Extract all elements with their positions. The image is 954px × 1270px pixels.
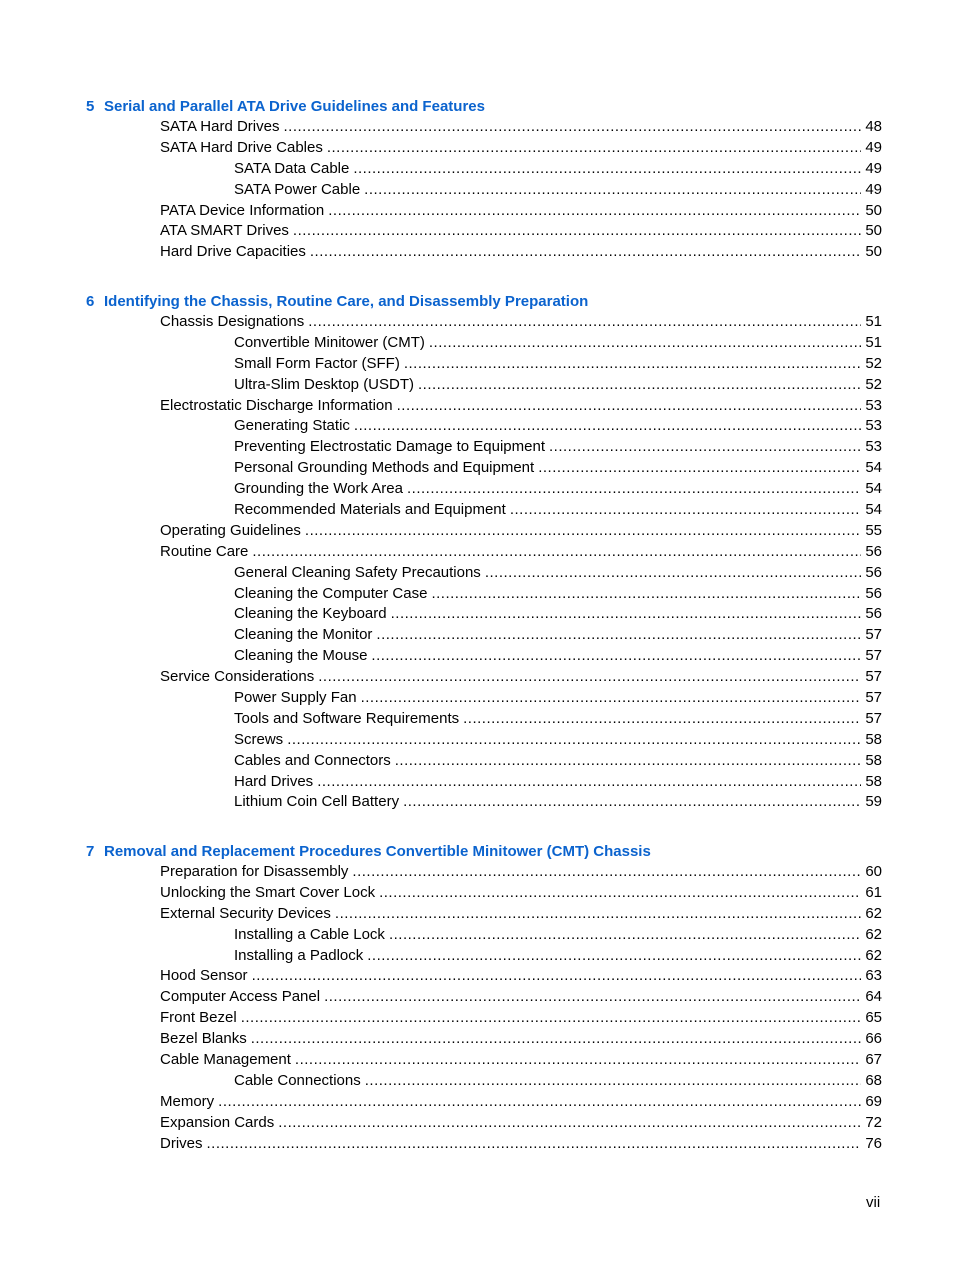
toc-subentry-link[interactable] [234,646,882,667]
toc-subentry-link[interactable] [234,730,882,751]
dot-leader [485,563,862,584]
dot-leader [365,1071,862,1092]
toc-subentry-link[interactable] [234,604,882,625]
toc-page-number: 59 [865,793,882,811]
toc-page-number: 57 [865,709,882,727]
toc-entry-label: Tools and Software Requirements [234,709,460,727]
dot-leader [295,1050,861,1071]
toc-entry-label: Cleaning the Mouse [234,647,368,665]
dot-leader [318,667,861,688]
toc-entry-label: Small Form Factor (SFF) [234,354,400,372]
toc-entry-link[interactable] [160,1029,882,1050]
toc-page-number: 51 [865,333,882,351]
toc-page-number: 53 [865,438,882,456]
toc-page-number: 56 [865,542,882,560]
toc-subentry-link[interactable] [234,925,882,946]
toc-entry-label: Cleaning the Monitor [234,626,373,644]
toc-page-number: 67 [865,1051,882,1069]
toc-entry-link[interactable] [160,904,882,925]
chapter-heading-link[interactable] [86,96,954,117]
toc-subentry-link[interactable] [234,437,882,458]
toc-entry-label: Cables and Connectors [234,751,391,769]
toc-subentry-link[interactable] [234,625,882,646]
toc-entry-link[interactable] [160,521,882,542]
toc-entry-link[interactable] [160,667,882,688]
toc-page-number: 58 [865,730,882,748]
toc-subentry-link[interactable] [234,792,882,813]
toc-page-number: 69 [865,1092,882,1110]
toc-subentry-link[interactable] [234,688,882,709]
toc-page-number: 57 [865,668,882,686]
toc-subentry-link[interactable] [234,458,882,479]
toc-entry-label: Personal Grounding Methods and Equipment [234,459,535,477]
dot-leader [549,437,861,458]
chapter-heading-link[interactable] [86,291,954,312]
toc-subentry-link[interactable] [234,416,882,437]
dot-leader [431,584,861,605]
toc-entry-label: Ultra-Slim Desktop (USDT) [234,375,415,393]
toc-entry-link[interactable] [160,242,882,263]
toc-page-number: 54 [865,459,882,477]
toc-entry-link[interactable] [160,312,882,333]
dot-leader [353,159,861,180]
dot-leader [252,966,862,987]
dot-leader [308,312,861,333]
toc-page-number: 54 [865,501,882,519]
toc-subentry-link[interactable] [234,751,882,772]
toc-entry-label: PATA Device Information [160,201,325,219]
toc-page-number: 62 [865,925,882,943]
toc-entry-list [0,117,954,263]
toc-page-number: 48 [865,118,882,135]
dot-leader [397,396,862,417]
toc-entry-link[interactable] [160,138,882,159]
toc-entry-label: Computer Access Panel [160,988,321,1006]
dot-leader [407,479,861,500]
toc-page-number: 57 [865,626,882,644]
toc-entry-label: Hood Sensor [160,967,248,985]
dot-leader [283,117,861,138]
dot-leader [287,730,861,751]
dot-leader [389,925,861,946]
toc-entry-label: Memory [160,1092,215,1110]
toc-entry-label: Hard Drives [234,772,314,790]
toc-page-number: 52 [865,354,882,372]
toc-subentry-link[interactable] [234,946,882,967]
toc-page-number: 49 [865,138,882,156]
toc-subentry-link[interactable] [234,180,882,201]
toc-subentry-link[interactable] [234,479,882,500]
toc-entry-label: Unlocking the Smart Cover Lock [160,883,376,901]
dot-leader [538,458,861,479]
toc-entry-link[interactable] [160,987,882,1008]
dot-leader [317,772,861,793]
toc-entry-label: Front Bezel [160,1009,237,1027]
dot-leader [418,375,861,396]
toc-entry-label: Power Supply Fan [234,689,357,707]
toc-page-number: 65 [865,1009,882,1027]
chapter-heading-link[interactable] [86,841,954,862]
dot-leader [376,625,861,646]
toc-page-number: 56 [865,605,882,623]
toc-entry-list [0,312,954,813]
toc-page-number: 62 [865,904,882,922]
toc-chapter [0,291,954,813]
toc-page-number: 72 [865,1113,882,1131]
chapter-number: 7 [86,843,95,860]
toc-subentry-link[interactable] [234,333,882,354]
toc-entry-label: Chassis Designations [160,313,305,330]
toc-entry-label: Generating Static [234,417,350,435]
dot-leader [324,987,861,1008]
toc-entry-label: General Cleaning Safety Precautions [234,563,481,581]
dot-leader [354,416,861,437]
toc-chapter [0,96,954,263]
toc-page-number: 50 [865,201,882,219]
toc-page-number: 56 [865,584,882,602]
toc-entry-label: Service Considerations [160,668,315,686]
toc-entry-link[interactable] [160,862,882,883]
toc-page-number: 60 [865,863,882,880]
toc-page-number: 76 [865,1134,882,1152]
page-number: vii [866,1194,881,1211]
toc-subentry-link[interactable] [234,772,882,793]
dot-leader [364,180,861,201]
toc-page-number: 51 [865,313,882,330]
dot-leader [293,221,861,242]
dot-leader [327,138,861,159]
toc-entry-label: Drives [160,1134,203,1152]
toc-entry-link[interactable] [160,883,882,904]
toc-entry-label: Screws [234,730,284,748]
toc-page-number: 49 [865,180,882,198]
toc-entry-label: Cleaning the Keyboard [234,605,387,623]
dot-leader [252,542,861,563]
toc-page-number: 57 [865,689,882,707]
toc-page-number: 63 [865,967,882,985]
toc-entry-link[interactable] [160,221,882,242]
toc-subentry-link[interactable] [234,1071,882,1092]
toc-page-number: 49 [865,159,882,177]
toc-entry-list [0,862,954,1154]
toc-page-number: 61 [865,883,882,901]
toc-subentry-link[interactable] [234,159,882,180]
toc-subentry-link[interactable] [234,709,882,730]
toc-subentry-link[interactable] [234,375,882,396]
toc-page-number: 68 [865,1071,882,1089]
dot-leader [371,646,861,667]
toc-entry-link[interactable] [160,1092,882,1113]
dot-leader [429,333,861,354]
chapter-title: Removal and Replacement Procedures Convertible Minitower (CMT) Chassis [104,843,651,860]
toc-subentry-link[interactable] [234,584,882,605]
dot-leader [328,201,861,222]
toc-page-number: 50 [865,243,882,261]
dot-leader [335,904,861,925]
toc-entry-link[interactable] [160,117,882,138]
toc-page-number: 53 [865,417,882,435]
toc-entry-label: Preparation for Disassembly [160,863,349,880]
toc-subentry-link[interactable] [234,563,882,584]
toc-entry-label: External Security Devices [160,904,331,922]
toc-entry-label: Convertible Minitower (CMT) [234,333,425,351]
toc-entry-link[interactable] [160,1134,882,1155]
toc-entry-link[interactable] [160,1008,882,1029]
toc-entry-label: Cable Management [160,1051,291,1069]
toc-entry-label: Installing a Padlock [234,946,364,964]
toc-page-number: 55 [865,521,882,539]
toc-entry-link[interactable] [160,966,882,987]
toc-page-number: 64 [865,988,882,1006]
toc-entry-label: Expansion Cards [160,1113,275,1131]
dot-leader [305,521,861,542]
toc-subentry-link[interactable] [234,500,882,521]
toc-page-number: 56 [865,563,882,581]
toc-entry-label: Grounding the Work Area [234,480,403,498]
dot-leader [391,604,862,625]
toc-entry-label: Lithium Coin Cell Battery [234,793,400,811]
toc-entry-link[interactable] [160,1050,882,1071]
toc-page-number: 57 [865,647,882,665]
toc-subentry-link[interactable] [234,354,882,375]
dot-leader [510,500,862,521]
toc-entry-label: Installing a Cable Lock [234,925,385,943]
toc-entry-link[interactable] [160,201,882,222]
dot-leader [207,1134,862,1155]
toc-entry-label: Hard Drive Capacities [160,243,306,261]
dot-leader [379,883,861,904]
dot-leader [241,1008,862,1029]
dot-leader [218,1092,861,1113]
chapter-title: Serial and Parallel ATA Drive Guidelines and Features [104,98,485,115]
dot-leader [367,946,861,967]
toc-page-number: 62 [865,946,882,964]
chapter-title: Identifying the Chassis, Routine Care, and Disassembly Preparation [104,293,589,310]
toc-entry-link[interactable] [160,396,882,417]
toc-page-number: 66 [865,1030,882,1048]
dot-leader [404,354,861,375]
toc-entry-label: Electrostatic Discharge Information [160,396,393,414]
dot-leader [251,1029,862,1050]
toc-entry-label: Routine Care [160,542,249,560]
toc-chapter [0,841,954,1154]
toc-entry-label: Bezel Blanks [160,1030,247,1048]
dot-leader [463,709,861,730]
toc-entry-label: SATA Hard Drives [160,118,280,135]
chapter-number: 6 [86,293,95,310]
dot-leader [352,862,861,883]
dot-leader [395,751,862,772]
dot-leader [310,242,861,263]
toc-entry-label: Operating Guidelines [160,521,301,539]
toc-entry-label: SATA Power Cable [234,180,361,198]
toc-entry-label: SATA Hard Drive Cables [160,138,323,156]
dot-leader [278,1113,861,1134]
dot-leader [361,688,862,709]
dot-leader [403,792,861,813]
toc-entry-label: Recommended Materials and Equipment [234,501,506,519]
toc-page-number: 52 [865,375,882,393]
toc-page-number: 53 [865,396,882,414]
toc-entry-label: ATA SMART Drives [160,222,289,240]
toc-entry-link[interactable] [160,542,882,563]
toc-page-number: 54 [865,480,882,498]
toc-page-number: 58 [865,751,882,769]
toc-entry-label: Cable Connections [234,1071,361,1089]
toc-entry-label: Preventing Electrostatic Damage to Equipment [234,438,545,456]
toc-entry-link[interactable] [160,1113,882,1134]
toc-page-number: 58 [865,772,882,790]
toc-page-number: 50 [865,222,882,240]
toc-entry-label: Cleaning the Computer Case [234,584,428,602]
toc-entry-label: SATA Data Cable [234,159,350,177]
chapter-number: 5 [86,98,95,115]
